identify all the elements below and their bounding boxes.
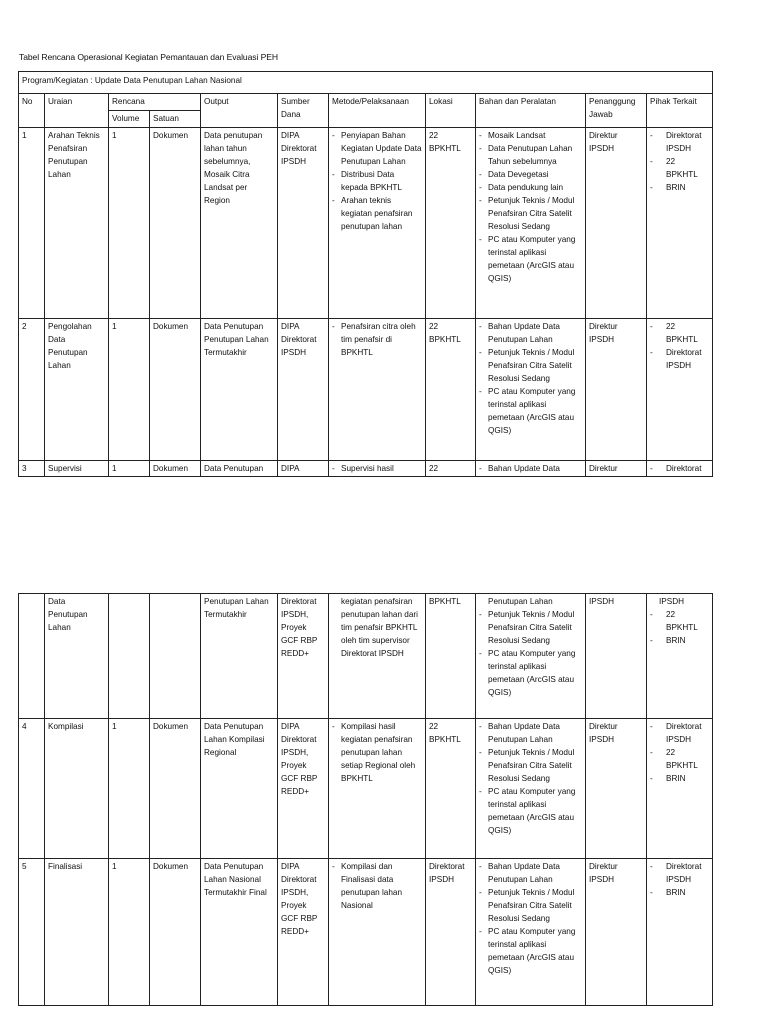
cell-volume: 1 [109,859,150,1006]
cell-output: Data penutupan lahan tahun sebelumnya, Mosaik Citra Landsat per Region [201,128,278,319]
list-item: - PC atau Komputer yang terinstal aplikasi pemetaan (ArcGIS atau QGIS) [479,925,582,977]
cell-volume: 1 [109,128,150,319]
cell-sumber-dana: DIPA [278,461,329,477]
header-bahan: Bahan dan Peralatan [476,94,586,128]
cell-penanggung-jawab: Direktur IPSDH [586,128,647,319]
list-item: - Penyiapan Bahan Kegiatan Update Data Penutupan Lahan [332,129,422,168]
list-item: - Data Penutupan Lahan Tahun sebelumnya [479,142,582,168]
cell-bahan-list [479,860,582,977]
cell-no: 5 [19,859,45,1006]
cell-metode [329,461,426,477]
cell-metode-list [332,595,422,660]
list-item: - BRIN [650,886,709,899]
program-row: Program/Kegiatan : Update Data Penutupan Lahan Nasional [19,72,713,94]
cell-pihak-terkait [647,128,713,319]
table-row [19,128,713,319]
cell-no: 3 [19,461,45,477]
cell-sumber-dana: DIPA Direktorat IPSDH [278,319,329,461]
list-item: - Penafsiran citra oleh tim penafsir di BPKHTL [332,320,422,359]
cell-metode-list [332,129,422,233]
list-item: - Direktorat IPSDH [650,860,709,886]
list-item: - Data Devegetasi [479,168,582,181]
list-item: - Kompilasi hasil kegiatan penafsiran penutupan lahan setiap Regional oleh BPKHTL [332,720,422,785]
cell-output: Data Penutupan Lahan Kompilasi Regional [201,719,278,859]
table-caption: Tabel Rencana Operasional Kegiatan Pemantauan dan Evaluasi PEH [19,52,278,62]
list-item: - Bahan Update Data [479,462,582,475]
cell-penanggung-jawab: IPSDH [586,594,647,719]
list-item: - 22 BPKHTL [650,746,709,772]
cell-penanggung-jawab: Direktur IPSDH [586,719,647,859]
list-item: - BRIN [650,634,709,647]
header-lokasi: Lokasi [426,94,476,128]
cell-volume [109,594,150,719]
cell-lokasi: 22 BPKHTL [426,128,476,319]
cell-satuan: Dokumen [150,128,201,319]
cell-pihak-terkait [647,461,713,477]
cell-bahan [476,594,586,719]
header-rencana: Rencana [109,94,201,111]
table-body-page-1 [19,128,713,477]
cell-output: Data Penutupan Lahan Nasional Termutakhir Final [201,859,278,1006]
cell-lokasi: BPKHTL [426,594,476,719]
list-item: - Petunjuk Teknis / Modul Penafsiran Citra Satelit Resolusi Sedang [479,886,582,925]
cell-metode-list [332,720,422,785]
table-row [19,719,713,859]
header-penanggung-jawab: Penanggung Jawab [586,94,647,128]
list-item: - PC atau Komputer yang terinstal aplikasi pemetaan (ArcGIS atau QGIS) [479,785,582,837]
list-item: kegiatan penafsiran penutupan lahan dari tim penafsir BPKHTL oleh tim supervisor Direktorat IPSDH [341,597,418,658]
list-item: - BRIN [650,772,709,785]
list-item: - Direktorat IPSDH [650,720,709,746]
cell-satuan: Dokumen [150,859,201,1006]
list-item: - Petunjuk Teknis / Modul Penafsiran Citra Satelit Resolusi Sedang [479,608,582,647]
list-item: - Distribusi Data kepada BPKHTL [332,168,422,194]
header-sumber-dana: Sumber Dana [278,94,329,128]
cell-bahan-list [479,595,582,699]
cell-volume: 1 [109,719,150,859]
cell-lokasi: 22 [426,461,476,477]
table-row [19,859,713,1006]
list-item: IPSDH [659,597,685,606]
list-item: - Supervisi hasil [332,462,422,475]
cell-output: Data Penutupan Penutupan Lahan Termutakhir [201,319,278,461]
list-item: - Kompilasi dan Finalisasi data penutupan lahan Nasional [332,860,422,912]
cell-bahan [476,859,586,1006]
cell-pihak-terkait [647,859,713,1006]
list-item: - Arahan teknis kegiatan penafsiran penutupan lahan [332,194,422,233]
header-satuan: Satuan [150,111,201,128]
cell-sumber-dana: DIPA Direktorat IPSDH, Proyek GCF RBP REDD+ [278,859,329,1006]
cell-bahan [476,319,586,461]
list-item: - PC atau Komputer yang terinstal aplikasi pemetaan (ArcGIS atau QGIS) [479,233,582,285]
table-row [19,461,713,477]
cell-sumber-dana: Direktorat IPSDH, Proyek GCF RBP REDD+ [278,594,329,719]
header-volume: Volume [109,111,150,128]
cell-metode-list [332,462,422,475]
cell-lokasi: Direktorat IPSDH [426,859,476,1006]
cell-metode [329,319,426,461]
cell-uraian: Finalisasi [45,859,109,1006]
cell-output: Penutupan Lahan Termutakhir [201,594,278,719]
list-item: - Mosaik Landsat [479,129,582,142]
operational-plan-table-page-1 [18,71,713,477]
list-item: - Direktorat [650,462,709,475]
cell-pihak-terkait [647,319,713,461]
cell-penanggung-jawab: Direktur IPSDH [586,859,647,1006]
cell-volume: 1 [109,461,150,477]
cell-uraian: Data Penutupan Lahan [45,594,109,719]
list-item: - Bahan Update Data Penutupan Lahan [479,320,582,346]
cell-pihak-terkait-list [650,462,709,475]
cell-bahan-list [479,462,582,475]
header-no: No [19,94,45,128]
cell-no: 1 [19,128,45,319]
cell-sumber-dana: DIPA Direktorat IPSDH, Proyek GCF RBP REDD+ [278,719,329,859]
table-row [19,594,713,719]
cell-satuan: Dokumen [150,461,201,477]
cell-no: 2 [19,319,45,461]
cell-pihak-terkait-list [650,320,709,372]
cell-uraian: Supervisi [45,461,109,477]
cell-pihak-terkait [647,719,713,859]
cell-penanggung-jawab: Direktur IPSDH [586,319,647,461]
cell-no [19,594,45,719]
cell-sumber-dana: DIPA Direktorat IPSDH [278,128,329,319]
list-item: - BRIN [650,181,709,194]
cell-bahan [476,461,586,477]
cell-uraian: Arahan Teknis Penafsiran Penutupan Lahan [45,128,109,319]
list-item: - PC atau Komputer yang terinstal aplikasi pemetaan (ArcGIS atau QGIS) [479,385,582,437]
list-item: - 22 BPKHTL [650,608,709,634]
cell-lokasi: 22 BPKHTL [426,719,476,859]
cell-satuan: Dokumen [150,719,201,859]
list-item: - Bahan Update Data Penutupan Lahan [479,720,582,746]
list-item: Penutupan Lahan [488,597,553,606]
cell-bahan [476,128,586,319]
cell-metode [329,594,426,719]
cell-metode [329,719,426,859]
list-item: - Direktorat IPSDH [650,346,709,372]
list-item: - Petunjuk Teknis / Modul Penafsiran Citra Satelit Resolusi Sedang [479,346,582,385]
cell-satuan [150,594,201,719]
operational-plan-table-page-2 [18,593,713,1006]
table-row [19,319,713,461]
header-output: Output [201,94,278,128]
cell-uraian: Pengolahan Data Penutupan Lahan [45,319,109,461]
cell-bahan [476,719,586,859]
list-item: - Direktorat IPSDH [650,129,709,155]
cell-bahan-list [479,720,582,837]
cell-bahan-list [479,129,582,285]
header-uraian: Uraian [45,94,109,128]
cell-metode-list [332,320,422,359]
cell-volume: 1 [109,319,150,461]
table-body-page-2 [19,594,713,1006]
cell-satuan: Dokumen [150,319,201,461]
cell-lokasi: 22 BPKHTL [426,319,476,461]
cell-metode [329,859,426,1006]
cell-pihak-terkait-list [650,595,709,647]
list-item: - Data pendukung lain [479,181,582,194]
cell-pihak-terkait [647,594,713,719]
list-item: - 22 BPKHTL [650,320,709,346]
cell-pihak-terkait-list [650,860,709,899]
cell-pihak-terkait-list [650,720,709,785]
cell-bahan-list [479,320,582,437]
cell-output: Data Penutupan [201,461,278,477]
cell-pihak-terkait-list [650,129,709,194]
cell-penanggung-jawab: Direktur [586,461,647,477]
cell-metode [329,128,426,319]
list-item: - Petunjuk Teknis / Modul Penafsiran Citra Satelit Resolusi Sedang [479,194,582,233]
list-item: - Bahan Update Data Penutupan Lahan [479,860,582,886]
header-pihak-terkait: Pihak Terkait [647,94,713,128]
cell-no: 4 [19,719,45,859]
cell-uraian: Kompilasi [45,719,109,859]
list-item: - 22 BPKHTL [650,155,709,181]
list-item: - Petunjuk Teknis / Modul Penafsiran Citra Satelit Resolusi Sedang [479,746,582,785]
header-metode: Metode/Pelaksanaan [329,94,426,128]
cell-metode-list [332,860,422,912]
list-item: - PC atau Komputer yang terinstal aplikasi pemetaan (ArcGIS atau QGIS) [479,647,582,699]
